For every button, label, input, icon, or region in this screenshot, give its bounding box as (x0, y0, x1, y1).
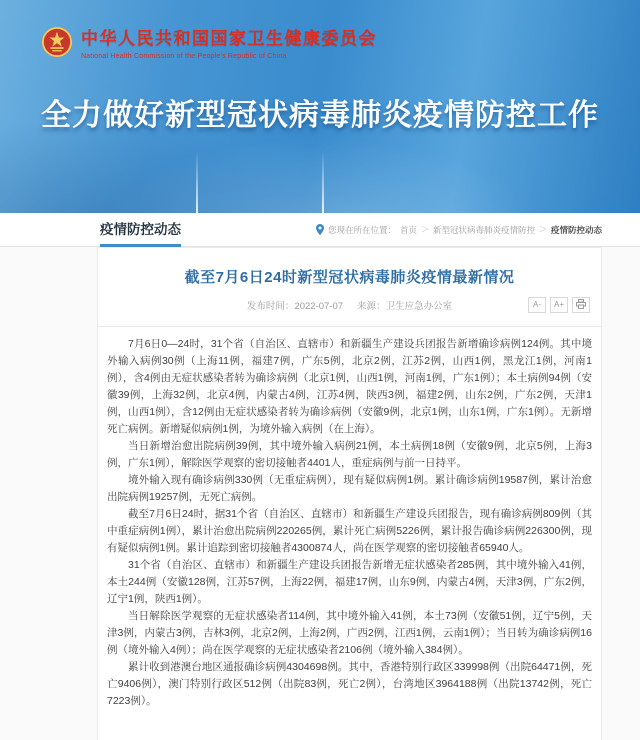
article-body (107, 336, 592, 710)
print-button[interactable] (572, 297, 590, 313)
breadcrumb-separator: ＞ (538, 225, 547, 234)
section-nav (0, 213, 640, 247)
breadcrumb-home-link[interactable]: 首页 (399, 224, 417, 235)
site-title-cn: 中华人民共和国国家卫生健康委员会 (81, 29, 377, 48)
site-title-en: National Health Commission of the People's Republic of China (81, 53, 287, 60)
source-label: 来源： (357, 301, 386, 312)
article-paragraph: 7月6日0—24时，31个省（自治区、直辖市）和新疆生产建设兵团报告新增确诊病例124例。其中境外输入病例30例（上海11例，福建7例，广东5例，北京2例，江苏2例，山西1例，黑龙江1例，河南1例），含4例由无症状感染者转为确诊病例（北京1例，山西1例，河南1例，广东1例）；本土病例94例（安徽39例，上海32例，北京4例，内蒙古4例，江苏4例，陕西3例，福建2例，山东2例，广东2例，天津1例，山西1例），含12例由无症状感染者转为确诊病例（安徽9例，北京1例，山东1例，广东1例）。无新增死亡病例。新增疑似病例1例，为境外输入病例（在上海）。 (107, 338, 592, 435)
publish-date: 2022-07-07 (294, 301, 344, 312)
title-divider (98, 326, 601, 327)
banner-light-streak (196, 151, 198, 213)
article-meta (107, 299, 592, 315)
banner-slogan: 全力做好新型冠状病毒肺炎疫情防控工作 (41, 99, 599, 132)
breadcrumb (316, 224, 602, 236)
site-banner (0, 0, 640, 213)
article-paragraph: 31个省（自治区、直辖市）和新疆生产建设兵团报告新增无症状感染者285例，其中境外输入41例，本土244例（安徽128例，江苏57例，上海22例，福建17例，山东9例，内蒙古4例，天津3例，广东2例，辽宁1例，陕西1例）。 (107, 559, 592, 605)
breadcrumb-current: 疫情防控动态 (550, 224, 602, 235)
font-larger-button[interactable]: A+ (550, 297, 568, 313)
article-card (97, 247, 602, 740)
location-pin-icon (316, 224, 324, 235)
article-paragraph: 当日新增治愈出院病例39例，其中境外输入病例21例，本土病例18例（安徽9例，北京5例，上海3例，广东1例），解除医学观察的密切接触者4401人，重症病例与前一日持平。 (107, 440, 592, 469)
source-value: 卫生应急办公室 (385, 301, 453, 312)
breadcrumb-label: 您现在所在位置： (327, 224, 396, 235)
article-toolbar (528, 297, 590, 313)
publish-date-label: 发布时间： (246, 301, 295, 312)
breadcrumb-separator: ＞ (420, 225, 429, 234)
breadcrumb-section-link[interactable]: 新型冠状病毒肺炎疫情防控 (432, 224, 535, 235)
article-paragraph: 截至7月6日24时，据31个省（自治区、直辖市）和新疆生产建设兵团报告，现有确诊病例809例（其中重症病例1例），累计治愈出院病例220265例，累计死亡病例5226例，累计报告确诊病例226300例，现有疑似病例1例。累计追踪到密切接触者4300874人，尚在医学观察的密切接触者65940人。 (107, 508, 592, 554)
article-paragraph: 当日解除医学观察的无症状感染者114例，其中境外输入41例，本土73例（安徽51例，辽宁5例，天津3例，内蒙古3例，吉林3例，北京2例，上海2例，广西2例，江西1例，云南1例）；当日转为确诊病例16例（境外输入4例）；尚在医学观察的无症状感染者2106例（境外输入384例）。 (107, 610, 592, 656)
article-paragraph: 境外输入现有确诊病例330例（无重症病例），现有疑似病例1例。累计确诊病例19587例，累计治愈出院病例19257例，无死亡病例。 (107, 474, 592, 503)
font-smaller-button[interactable]: A- (528, 297, 546, 313)
site-logo-link[interactable] (41, 24, 377, 60)
printer-icon (576, 299, 586, 311)
article-paragraph: 累计收到港澳台地区通报确诊病例4304698例。其中，香港特别行政区339998例（出院64471例，死亡9406例），澳门特别行政区512例（出院83例，死亡2例），台湾地区3964188例（出院13742例，死亡7223例）。 (107, 661, 592, 707)
tab-epidemic-updates[interactable]: 疫情防控动态 (100, 213, 181, 247)
article-title: 截至7月6日24时新型冠状病毒肺炎疫情最新情况 (184, 269, 515, 286)
banner-light-streak (322, 151, 324, 213)
national-emblem-icon (41, 26, 73, 58)
article-meta-row (107, 299, 592, 317)
